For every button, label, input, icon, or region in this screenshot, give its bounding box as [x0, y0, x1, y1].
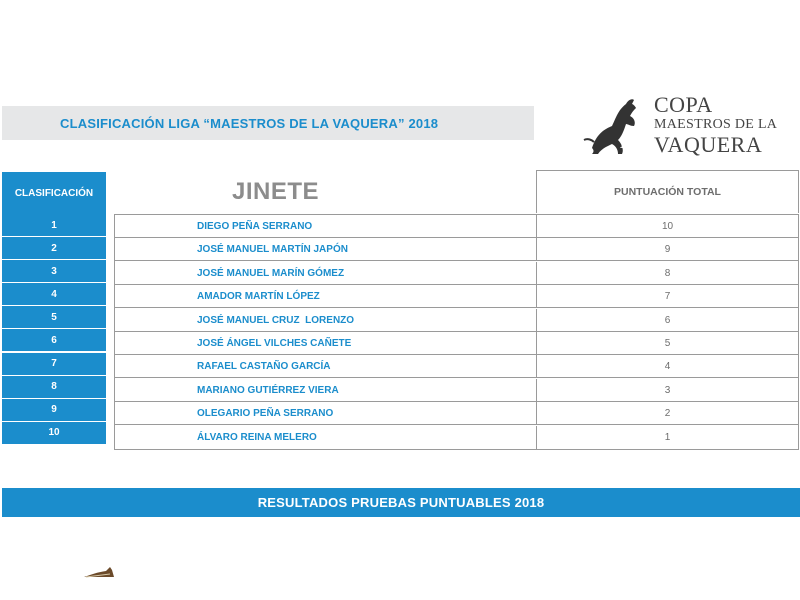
table-row — [115, 402, 798, 425]
rider-score: 2 — [664, 408, 671, 420]
rider-name: JOSÉ MANUEL MARTÍN JAPÓN — [197, 244, 348, 256]
rider-name: OLEGARIO PEÑA SERRANO — [197, 408, 334, 420]
column-header-rank: CLASIFICACIÓN — [2, 172, 106, 214]
rider-name: JOSÉ MANUEL CRUZ LORENZO — [197, 314, 355, 326]
table-row — [115, 309, 798, 332]
rider-score: 8 — [664, 267, 671, 279]
rider-score: 6 — [664, 314, 671, 326]
rider-name: JOSÉ ÁNGEL VILCHES CAÑETE — [197, 338, 352, 349]
table-row — [115, 238, 798, 261]
table-row — [115, 262, 798, 285]
logo-line-vaquera: VAQUERA — [654, 132, 763, 157]
column-header-rider: JINETE — [232, 178, 320, 205]
rider-score: 4 — [664, 361, 671, 373]
rank-cell: 2 — [2, 237, 106, 259]
horse-logo-icon — [582, 96, 652, 158]
rank-cell: 7 — [2, 353, 106, 375]
table-row — [115, 285, 798, 308]
league-title-bar — [2, 106, 534, 140]
table-row — [115, 215, 798, 238]
league-title: CLASIFICACIÓN LIGA “MAESTROS DE LA VAQUERA” 2018 — [60, 115, 439, 131]
rank-cell: 4 — [2, 283, 106, 305]
table-row — [115, 355, 798, 378]
table-row — [115, 426, 798, 449]
rider-score: 3 — [664, 384, 671, 396]
rank-cell: 1 — [2, 214, 106, 236]
horse-fragment-icon — [80, 566, 116, 578]
logo-line-maestros: MAESTROS DE LA — [654, 117, 778, 132]
svg-text:M: M — [620, 135, 636, 152]
logo-line-copa: COPA — [654, 92, 713, 117]
rank-cell: 5 — [2, 306, 106, 328]
column-header-score: PUNTUACIÓN TOTAL — [536, 170, 799, 213]
rank-cell: 6 — [2, 329, 106, 351]
rider-score: 10 — [661, 221, 674, 232]
rider-score: 7 — [664, 291, 671, 303]
results-banner: RESULTADOS PRUEBAS PUNTUABLES 2018 — [2, 488, 800, 517]
rider-name: ÁLVARO REINA MELERO — [197, 431, 317, 443]
logo-wordmark — [654, 94, 777, 156]
rank-cell: 9 — [2, 399, 106, 421]
table-row — [115, 332, 798, 355]
rank-cell: 3 — [2, 260, 106, 282]
rider-name: AMADOR MARTÍN LÓPEZ — [197, 291, 320, 303]
rank-column — [2, 214, 106, 445]
rider-name: RAFAEL CASTAÑO GARCÍA — [197, 361, 331, 373]
rider-score: 5 — [664, 338, 671, 349]
rider-score: 1 — [664, 431, 671, 443]
rider-name: MARIANO GUTIÉRREZ VIERA — [197, 384, 339, 396]
rank-cell: 8 — [2, 376, 106, 398]
rider-score: 9 — [664, 244, 671, 256]
standings-table — [114, 214, 799, 450]
rider-name: DIEGO PEÑA SERRANO — [197, 221, 313, 232]
rider-name: JOSÉ MANUEL MARÍN GÓMEZ — [197, 267, 345, 279]
copa-logo — [582, 94, 782, 160]
table-row — [115, 379, 798, 402]
rank-cell: 10 — [2, 422, 106, 444]
